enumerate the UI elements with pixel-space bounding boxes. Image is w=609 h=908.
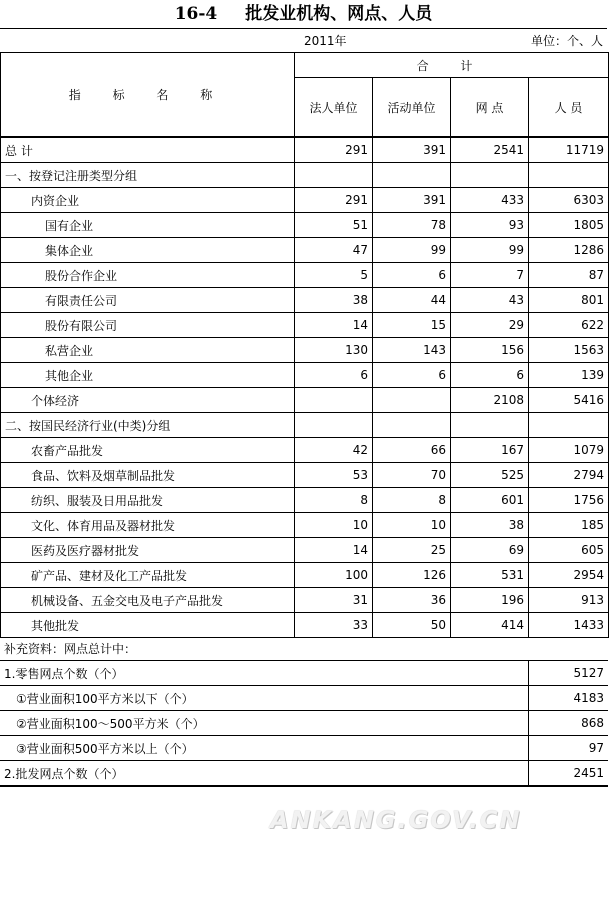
table-row	[1, 313, 609, 338]
table-row	[1, 137, 609, 163]
cell-value: 29	[451, 313, 529, 338]
cell-value: 8	[373, 488, 451, 513]
cell-value: 291	[295, 137, 373, 163]
cell-value: 38	[451, 513, 529, 538]
cell-value: 31	[295, 588, 373, 613]
cell-value: 100	[295, 563, 373, 588]
cell-value: 10	[295, 513, 373, 538]
cell-value	[529, 163, 609, 188]
supplement-table	[0, 636, 608, 787]
cell-value: 531	[451, 563, 529, 588]
total-group-header: 合 计	[295, 53, 609, 78]
row-label: 总 计	[1, 137, 295, 163]
supplement-heading: 补充资料：网点总计中：	[4, 641, 137, 656]
cell-value: 1805	[529, 213, 609, 238]
row-label: 股份有限公司	[1, 313, 295, 338]
table-row	[1, 588, 609, 613]
table-row	[1, 438, 609, 463]
cell-value: 69	[451, 538, 529, 563]
cell-value: 8	[295, 488, 373, 513]
row-label: 医药及医疗器材批发	[1, 538, 295, 563]
watermark-logo: ANKANG.GOV.CN	[270, 806, 522, 834]
row-label: 纺织、服装及日用品批发	[1, 488, 295, 513]
cell-value: 87	[529, 263, 609, 288]
table-row	[1, 413, 609, 438]
supplement-row	[0, 736, 608, 761]
cell-value: 78	[373, 213, 451, 238]
column-header-active-units: 活动单位	[373, 78, 451, 138]
table-row	[1, 463, 609, 488]
cell-value	[451, 413, 529, 438]
cell-value: 6	[295, 363, 373, 388]
column-header-persons: 人 员	[529, 78, 609, 138]
table-row	[1, 213, 609, 238]
cell-value: 43	[451, 288, 529, 313]
cell-value: 53	[295, 463, 373, 488]
page-title	[0, 0, 607, 28]
cell-value: 391	[373, 188, 451, 213]
cell-value: 5416	[529, 388, 609, 413]
row-label: 一、按登记注册类型分组	[1, 163, 295, 188]
column-header-legal-units: 法人单位	[295, 78, 373, 138]
cell-value: 33	[295, 613, 373, 638]
cell-value: 196	[451, 588, 529, 613]
table-row	[1, 538, 609, 563]
row-label: 国有企业	[1, 213, 295, 238]
cell-value: 14	[295, 538, 373, 563]
cell-value: 2954	[529, 563, 609, 588]
cell-value: 5	[295, 263, 373, 288]
indicator-header: 指 标 名 称	[1, 53, 295, 138]
cell-value: 433	[451, 188, 529, 213]
cell-value: 99	[373, 238, 451, 263]
supplement-row	[0, 711, 608, 736]
cell-value: 7	[451, 263, 529, 288]
table-number: 16-4	[174, 4, 218, 24]
cell-value: 1079	[529, 438, 609, 463]
table-row	[1, 513, 609, 538]
row-label: 其他批发	[1, 613, 295, 638]
cell-value	[373, 163, 451, 188]
cell-value: 622	[529, 313, 609, 338]
cell-value	[373, 388, 451, 413]
cell-value: 1563	[529, 338, 609, 363]
cell-value: 93	[451, 213, 529, 238]
table-title: 批发业机构、网点、人员	[245, 4, 433, 24]
data-table	[0, 52, 609, 638]
cell-value: 801	[529, 288, 609, 313]
table-row	[1, 288, 609, 313]
cell-value: 2541	[451, 137, 529, 163]
cell-value: 130	[295, 338, 373, 363]
cell-value: 143	[373, 338, 451, 363]
cell-value	[295, 413, 373, 438]
cell-value	[373, 413, 451, 438]
cell-value: 51	[295, 213, 373, 238]
supplement-row	[0, 761, 608, 787]
cell-value: 14	[295, 313, 373, 338]
table-row	[1, 388, 609, 413]
table-row	[1, 363, 609, 388]
cell-value: 167	[451, 438, 529, 463]
table-row	[1, 238, 609, 263]
cell-value: 2108	[451, 388, 529, 413]
cell-value: 6303	[529, 188, 609, 213]
table-row	[1, 613, 609, 638]
supplement-value: 868	[528, 711, 608, 736]
cell-value	[295, 163, 373, 188]
row-label: 文化、体育用品及器材批发	[1, 513, 295, 538]
table-row	[1, 263, 609, 288]
cell-value: 6	[373, 263, 451, 288]
row-label: 内资企业	[1, 188, 295, 213]
table-row	[1, 163, 609, 188]
supplement-label: ②营业面积100～500平方米（个）	[0, 711, 528, 736]
row-label: 有限责任公司	[1, 288, 295, 313]
supplement-row	[0, 661, 608, 686]
row-label: 二、按国民经济行业(中类)分组	[1, 413, 295, 438]
cell-value: 605	[529, 538, 609, 563]
row-label: 个体经济	[1, 388, 295, 413]
cell-value	[529, 413, 609, 438]
cell-value: 156	[451, 338, 529, 363]
cell-value: 1286	[529, 238, 609, 263]
table-row	[1, 488, 609, 513]
cell-value: 44	[373, 288, 451, 313]
cell-value: 185	[529, 513, 609, 538]
cell-value: 414	[451, 613, 529, 638]
cell-value: 15	[373, 313, 451, 338]
cell-value: 1756	[529, 488, 609, 513]
cell-value: 25	[373, 538, 451, 563]
cell-value: 1433	[529, 613, 609, 638]
year-label: 2011年	[304, 34, 347, 48]
cell-value: 2794	[529, 463, 609, 488]
supplement-label: 1.零售网点个数（个）	[0, 661, 528, 686]
unit-label: 单位：个、人	[530, 34, 603, 48]
cell-value: 70	[373, 463, 451, 488]
supplement-value: 97	[528, 736, 608, 761]
supplement-value: 5127	[528, 661, 608, 686]
row-label: 机械设备、五金交电及电子产品批发	[1, 588, 295, 613]
table-row	[1, 338, 609, 363]
row-label: 集体企业	[1, 238, 295, 263]
row-label: 私营企业	[1, 338, 295, 363]
cell-value: 50	[373, 613, 451, 638]
supplement-label: ③营业面积500平方米以上（个）	[0, 736, 528, 761]
supplement-value: 4183	[528, 686, 608, 711]
row-label: 食品、饮料及烟草制品批发	[1, 463, 295, 488]
cell-value	[295, 388, 373, 413]
row-label: 农畜产品批发	[1, 438, 295, 463]
cell-value: 38	[295, 288, 373, 313]
meta-line	[0, 28, 607, 53]
cell-value: 525	[451, 463, 529, 488]
cell-value: 126	[373, 563, 451, 588]
cell-value: 11719	[529, 137, 609, 163]
table-row	[1, 563, 609, 588]
cell-value	[451, 163, 529, 188]
cell-value: 66	[373, 438, 451, 463]
supplement-value: 2451	[528, 761, 608, 787]
cell-value: 913	[529, 588, 609, 613]
cell-value: 601	[451, 488, 529, 513]
cell-value: 139	[529, 363, 609, 388]
row-label: 其他企业	[1, 363, 295, 388]
cell-value: 6	[451, 363, 529, 388]
cell-value: 42	[295, 438, 373, 463]
column-header-outlets: 网 点	[451, 78, 529, 138]
cell-value: 36	[373, 588, 451, 613]
cell-value: 99	[451, 238, 529, 263]
supplement-label: 2.批发网点个数（个）	[0, 761, 528, 787]
supplement-label: ①营业面积100平方米以下（个）	[0, 686, 528, 711]
cell-value: 391	[373, 137, 451, 163]
table-row	[1, 188, 609, 213]
row-label: 股份合作企业	[1, 263, 295, 288]
cell-value: 10	[373, 513, 451, 538]
cell-value: 47	[295, 238, 373, 263]
cell-value: 291	[295, 188, 373, 213]
row-label: 矿产品、建材及化工产品批发	[1, 563, 295, 588]
cell-value: 6	[373, 363, 451, 388]
supplement-row	[0, 686, 608, 711]
